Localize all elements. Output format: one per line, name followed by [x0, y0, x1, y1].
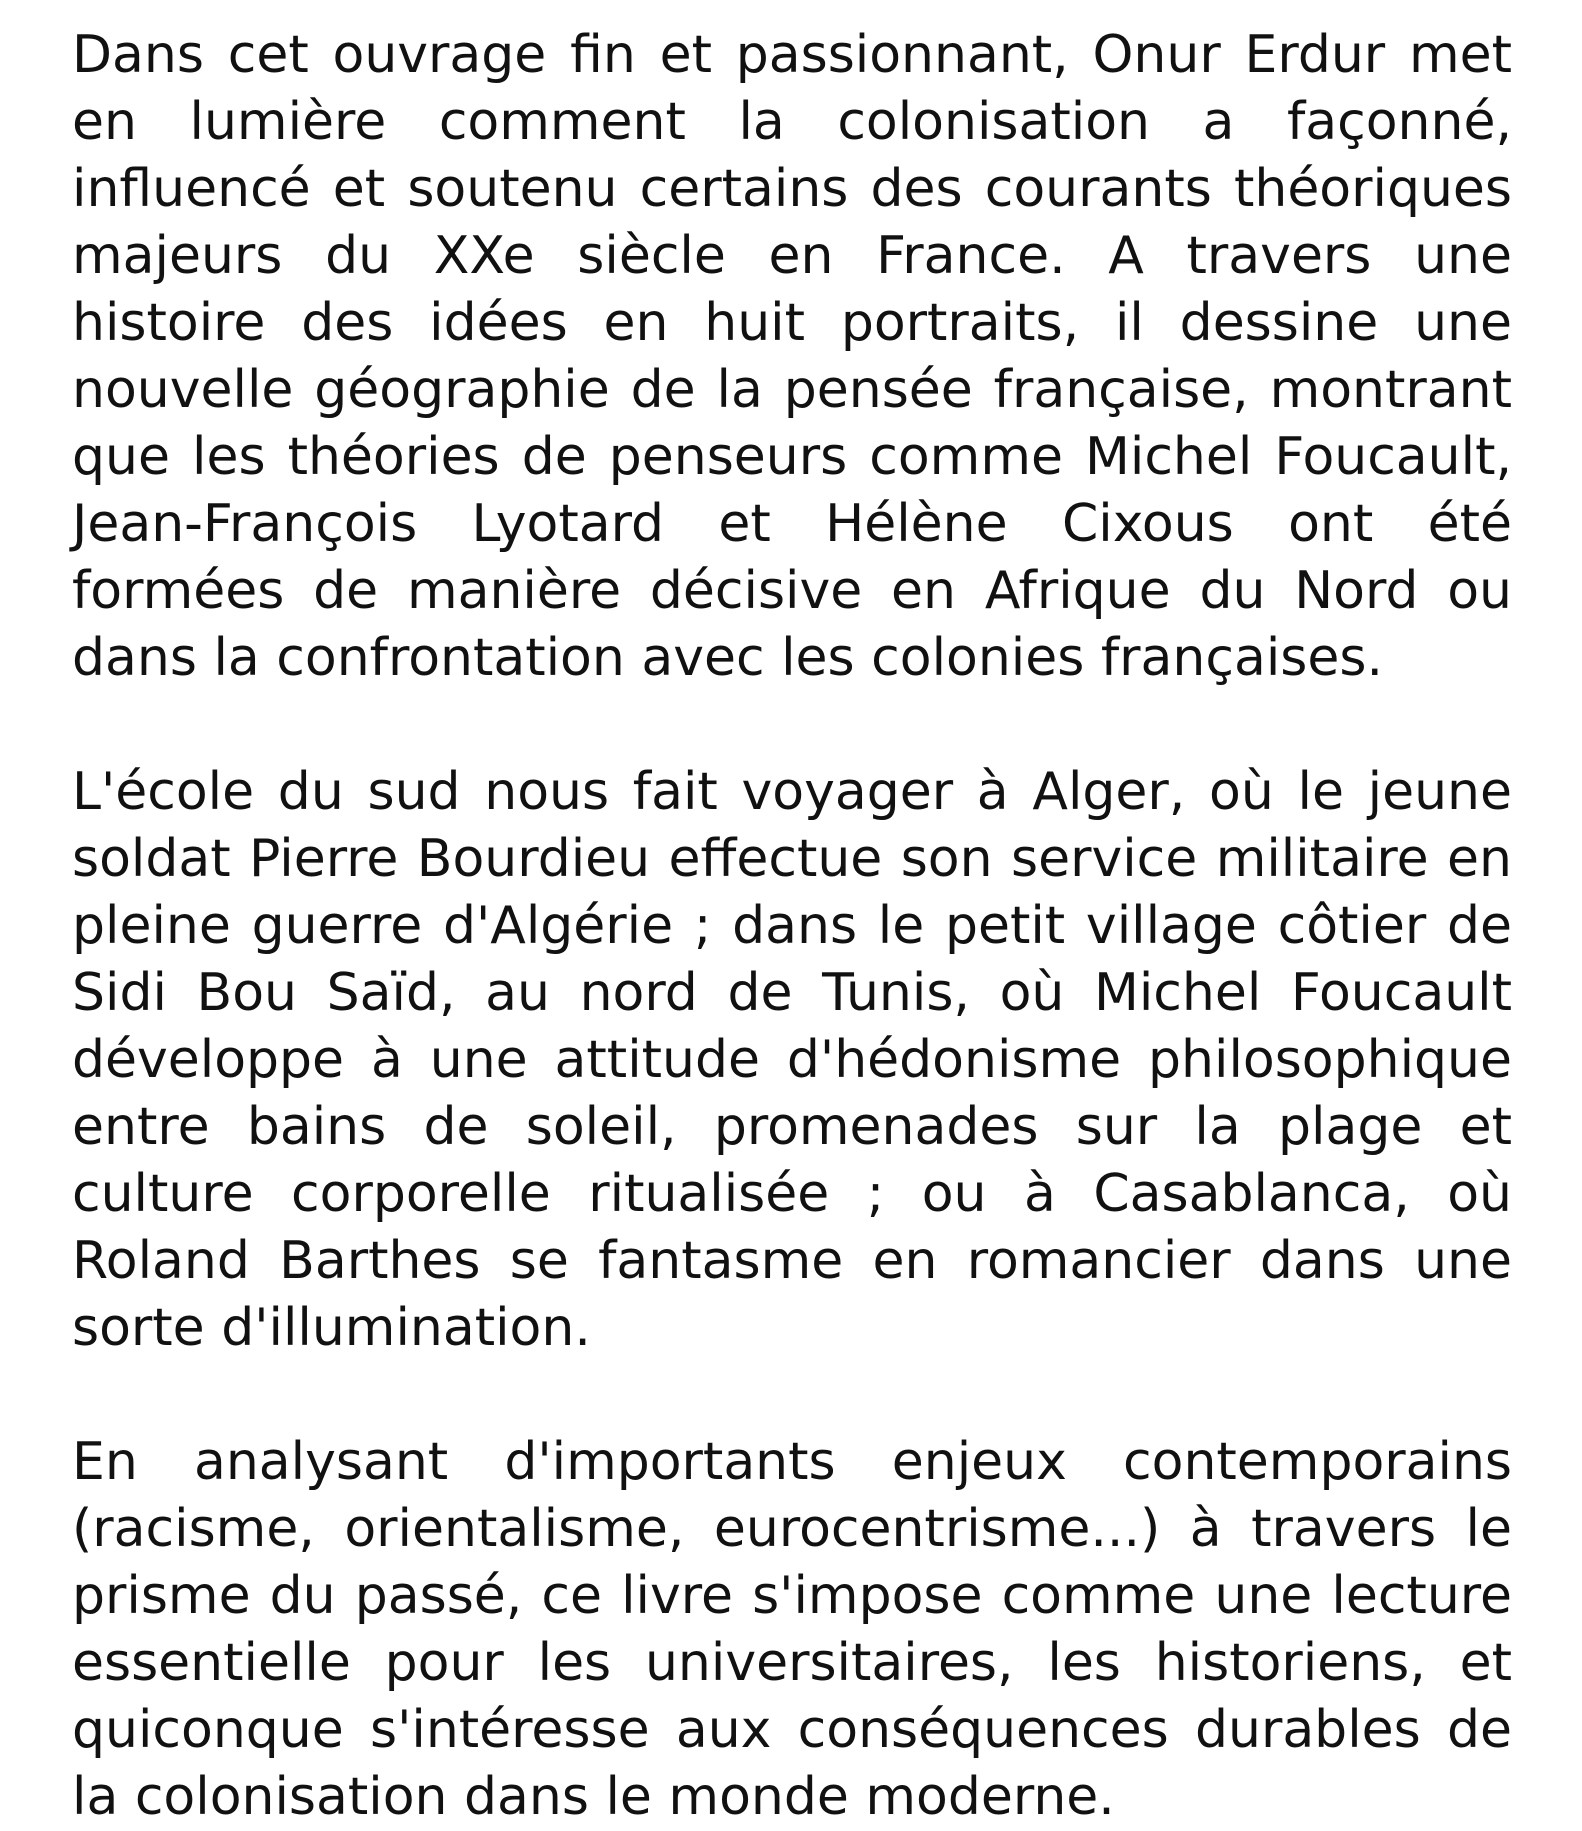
paragraph-intro: Dans cet ouvrage fin et passionnant, Onur Erdur met en lumière comment la colonisation a façonné, influencé et soutenu certains des courants théoriques majeurs du XXe siècle en France. A travers une histoire des idées en huit portraits, il dessine une nouvelle géographie de la pensée française, montrant que les théories de penseurs comme Michel Foucault, Jean-François Lyotard et Hélène Cixous ont été formées de manière décisive en Afrique du Nord ou dans la confrontation avec les colonies françaises.	[72, 25, 1512, 688]
paragraph-conclusion: En analysant d'importants enjeux contemporains (racisme, orientalisme, eurocentrisme...) à travers le prisme du passé, ce livre s'impose comme une lecture essentielle pour les universitaires, les historiens, et quiconque s'intéresse aux conséquences durables de la colonisation dans le monde moderne.	[72, 1432, 1512, 1827]
paragraph-places: L'école du sud nous fait voyager à Alger, où le jeune soldat Pierre Bourdieu effectue son service militaire en pleine guerre d'Algérie ; dans le petit village côtier de Sidi Bou Saïd, au nord de Tunis, où Michel Foucault développe à une attitude d'hédonisme philosophique entre bains de soleil, promenades sur la plage et culture corporelle ritualisée ; ou à Casablanca, où Roland Barthes se fantasme en romancier dans une sorte d'illumination.	[72, 762, 1512, 1358]
book-description	[72, 22, 1512, 1831]
